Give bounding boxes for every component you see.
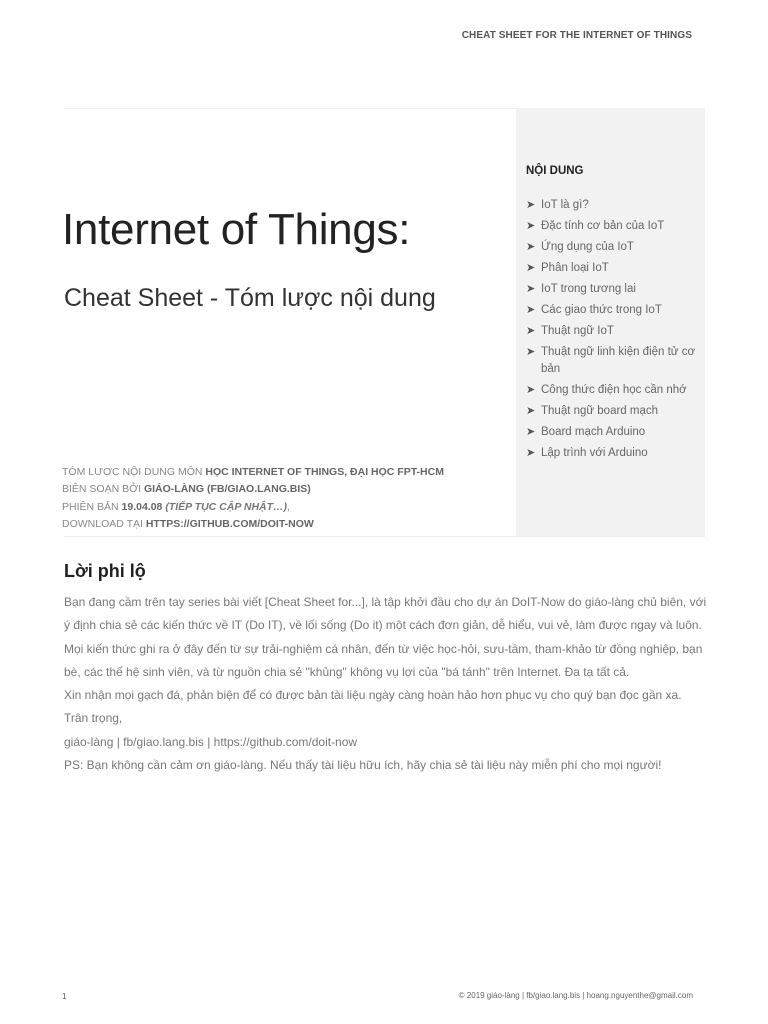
meta-course: TÓM LƯỢC NỘI DUNG MÔN HỌC INTERNET OF THINGS, ĐẠI HỌC FPT-HCM xyxy=(62,466,444,478)
arrowhead-right-icon: ➤ xyxy=(526,283,536,295)
toc-item-label: Đặc tính cơ bản của IoT xyxy=(541,220,665,232)
toc-item[interactable] xyxy=(526,323,702,340)
toc-title: NỘI DUNG xyxy=(526,165,584,177)
toc-item[interactable] xyxy=(526,344,702,377)
toc-item-label: Thuật ngữ linh kiện điện tử cơ bản xyxy=(541,346,695,375)
toc-item[interactable] xyxy=(526,403,702,420)
intro-heading: Lời phi lộ xyxy=(64,561,146,581)
top-divider xyxy=(64,108,516,109)
arrowhead-right-icon: ➤ xyxy=(526,220,536,232)
intro-paragraph: giáo-làng | fb/giao.lang.bis | https://github.com/doit-now xyxy=(64,734,358,749)
toc-item-label: Công thức điện học cần nhớ xyxy=(541,383,687,396)
intro-paragraph: Bạn đang cầm trên tay series bài viết [Cheat Sheet for...], là tập khởi đầu cho dự án DoIT-Now do giáo-làng chủ biên, với ý định chia sẻ các kiến thức về IT (Do IT), về lối sống (Do it) một cách đơn giản, dễ hiểu, vui vẻ, làm được ngay và luôn. xyxy=(64,595,707,633)
toc-item-label: Các giao thức trong IoT xyxy=(541,304,662,316)
toc-item-label: IoT là gì? xyxy=(541,199,589,211)
arrowhead-right-icon: ➤ xyxy=(526,446,536,459)
intro-paragraph: Trân trọng, xyxy=(64,711,123,726)
arrowhead-right-icon: ➤ xyxy=(526,404,536,417)
meta-version: PHIÊN BẢN 19.04.08 (TIẾP TỤC CẬP NHẬT…), xyxy=(62,500,290,513)
document-title: Internet of Things: xyxy=(62,205,411,254)
arrowhead-right-icon: ➤ xyxy=(526,346,536,358)
toc-item-label: Thuật ngữ IoT xyxy=(541,325,614,337)
arrowhead-right-icon: ➤ xyxy=(526,383,536,396)
arrowhead-right-icon: ➤ xyxy=(526,304,536,316)
toc-item[interactable] xyxy=(526,260,702,277)
document-subtitle: Cheat Sheet - Tóm lược nội dung xyxy=(64,284,436,312)
arrowhead-right-icon: ➤ xyxy=(526,325,536,337)
running-header: CHEAT SHEET FOR THE INTERNET OF THINGS xyxy=(461,30,692,41)
toc-item[interactable] xyxy=(526,197,702,214)
arrowhead-right-icon: ➤ xyxy=(526,241,536,253)
intro-body xyxy=(64,591,714,777)
toc-item-label: Lập trình với Arduino xyxy=(541,446,648,459)
intro-paragraph: PS: Bạn không cần cảm ơn giáo-làng. Nếu thấy tài liệu hữu ích, hãy chia sẻ tài liệu này miễn phí cho mọi người! xyxy=(64,758,662,773)
toc-item-label: IoT trong tương lai xyxy=(541,283,636,295)
toc-item-label: Thuật ngữ board mạch xyxy=(541,404,659,417)
toc-item-label: Phân loại IoT xyxy=(541,262,609,274)
download-link[interactable]: HTTPS://GITHUB.COM/DOIT-NOW xyxy=(145,517,314,530)
meta-author: BIÊN SOẠN BỞI GIÁO-LÀNG (FB/GIAO.LANG.BIS) xyxy=(62,483,311,496)
toc-item-label: Ứng dụng của IoT xyxy=(541,241,634,253)
meta-download: DOWNLOAD TẠI HTTPS://GITHUB.COM/DOIT-NOW xyxy=(62,517,314,530)
table-of-contents xyxy=(516,108,705,536)
toc-item-label: Board mạch Arduino xyxy=(541,425,646,438)
document-meta xyxy=(62,464,444,533)
toc-item[interactable] xyxy=(526,302,702,319)
arrowhead-right-icon: ➤ xyxy=(526,425,536,438)
arrowhead-right-icon: ➤ xyxy=(526,199,536,211)
toc-item[interactable] xyxy=(526,424,702,441)
toc-item[interactable] xyxy=(526,218,702,235)
intro-paragraph: Mọi kiến thức ghi ra ở đây đến từ sự trải-nghiệm cá nhân, đến từ việc học-hỏi, sưu-tầm, tham-khảo từ đồng nghiệp, bạn bè, các thế hệ sinh viên, và từ nguồn chia sẻ "khủng" không vụ lợi của "bá tánh" trên Internet. Đa tạ tất cả. xyxy=(64,641,703,679)
intro-paragraph: Xin nhận mọi gạch đá, phản biện để có được bản tài liệu ngày càng hoàn hảo hơn phục vụ cho quý bạn đọc gần xa. xyxy=(64,688,682,703)
toc-item[interactable] xyxy=(526,382,702,399)
toc-item[interactable] xyxy=(526,281,702,298)
bottom-divider xyxy=(64,536,705,537)
toc-item[interactable] xyxy=(526,445,702,462)
footer-copyright: © 2019 giáo-làng | fb/giao.lang.bis | hoang.nguyenthe@gmail.com xyxy=(458,991,693,1000)
toc-list xyxy=(526,197,702,466)
toc-item[interactable] xyxy=(526,239,702,256)
page-number: 1 xyxy=(62,992,67,1001)
arrowhead-right-icon: ➤ xyxy=(526,262,536,274)
